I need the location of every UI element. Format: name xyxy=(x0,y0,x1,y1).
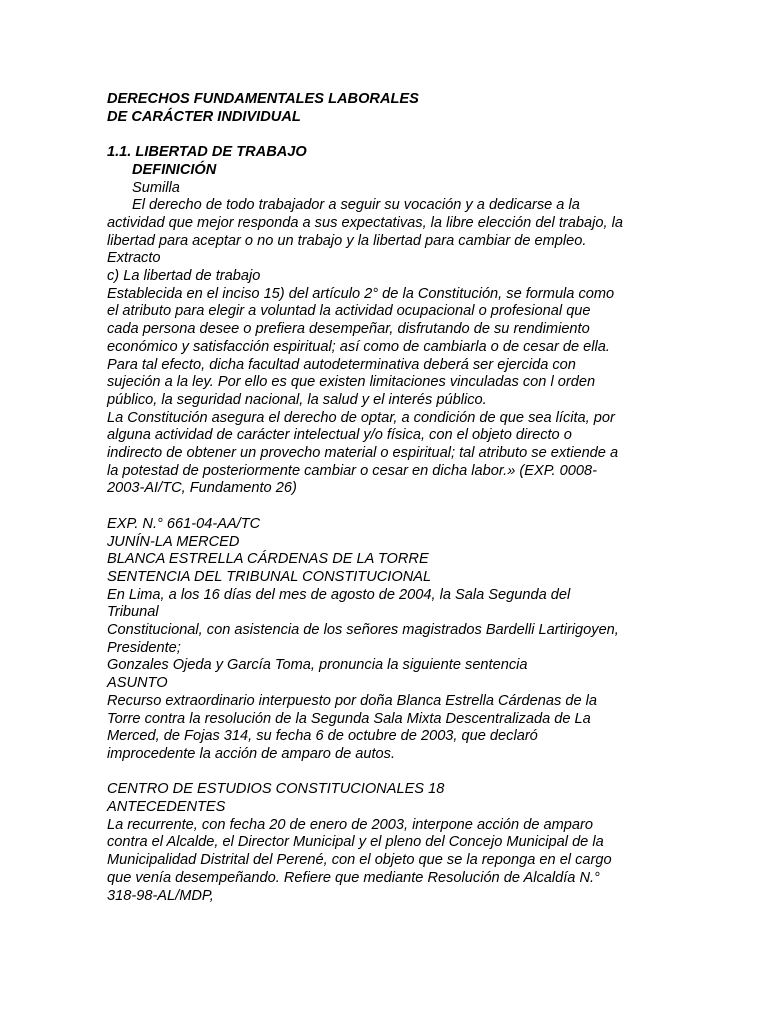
antecedentes-text-line: CENTRO DE ESTUDIOS CONSTITUCIONALES 18 xyxy=(107,781,445,798)
section-heading: 1.1. LIBERTAD DE TRABAJO xyxy=(107,144,307,161)
document-title-line-1: DERECHOS FUNDAMENTALES LABORALES xyxy=(107,91,419,107)
sumilla-label: Sumilla xyxy=(132,179,180,196)
case-header-section xyxy=(107,516,652,764)
extracto-text-line: 2003-AI/TC, Fundamento 26) xyxy=(107,480,297,497)
case-text-line: ASUNTO xyxy=(107,675,168,692)
antecedentes-text-line: contra el Alcalde, el Director Municipal y el pleno del Concejo Municipal de la xyxy=(107,834,604,851)
case-text-line: Recurso extraordinario interpuesto por doña Blanca Estrella Cárdenas de la xyxy=(107,692,597,709)
case-text-line: JUNÍN-LA MERCED xyxy=(107,533,240,550)
antecedentes-text-line: ANTECEDENTES xyxy=(107,799,226,816)
extracto-text-line: c) La libertad de trabajo xyxy=(107,268,261,285)
antecedentes-text-line: La recurrente, con fecha 20 de enero de 2003, interpone acción de amparo xyxy=(107,816,593,833)
sumilla-text-line: actividad que mejor responda a sus expectativas, la libre elección del trabajo, la xyxy=(107,214,623,231)
extracto-text-line: alguna actividad de carácter intelectual y/o física, con el objeto directo o xyxy=(107,427,572,444)
extracto-text-line: económico y satisfacción espiritual; así como de cambiarla o de cesar de ella. xyxy=(107,338,610,355)
sumilla-text-line: El derecho de todo trabajador a seguir su vocación y a dedicarse a la xyxy=(132,197,580,214)
document-page xyxy=(107,91,652,905)
case-text-line: Constitucional, con asistencia de los señores magistrados Bardelli Lartirigoyen, xyxy=(107,622,619,639)
extracto-text-line: La Constitución asegura el derecho de optar, a condición de que sea lícita, por xyxy=(107,409,615,426)
extracto-text-line: indirecto de obtener un provecho material o espiritual; tal atributo se extiende a xyxy=(107,445,619,462)
extracto-text-line: el atributo para elegir a voluntad la actividad ocupacional o profesional que xyxy=(107,303,591,320)
definicion-heading: DEFINICIÓN xyxy=(132,161,217,178)
case-text-line: Tribunal xyxy=(107,604,159,621)
case-text-line: Torre contra la resolución de la Segunda Sala Mixta Descentralizada de La xyxy=(107,710,591,727)
case-text-line: En Lima, a los 16 días del mes de agosto de 2004, la Sala Segunda del xyxy=(107,586,571,603)
extracto-text-line: público, la seguridad nacional, la salud y el interés público. xyxy=(107,391,487,408)
case-text-line: Presidente; xyxy=(107,639,181,656)
document-title-line-2: DE CARÁCTER INDIVIDUAL xyxy=(107,108,301,125)
case-text-line: Merced, de Fojas 314, su fecha 6 de octubre de 2003, que declaró xyxy=(107,728,538,745)
case-text-line: BLANCA ESTRELLA CÁRDENAS DE LA TORRE xyxy=(107,551,429,568)
antecedentes-text-line: que venía desempeñando. Refiere que mediante Resolución de Alcaldía N.° xyxy=(107,869,600,886)
case-text-line: EXP. N.° 661-04-AA/TC xyxy=(107,515,261,532)
case-text-line: Gonzales Ojeda y García Toma, pronuncia la siguiente sentencia xyxy=(107,657,528,674)
extracto-label: Extracto xyxy=(107,250,161,267)
case-text-line: SENTENCIA DEL TRIBUNAL CONSTITUCIONAL xyxy=(107,568,432,585)
blank-line xyxy=(107,498,652,516)
blank-line xyxy=(107,764,652,782)
antecedentes-section xyxy=(107,781,652,905)
antecedentes-text-line: Municipalidad Distrital del Perené, con el objeto que se la reponga en el cargo xyxy=(107,852,612,869)
extracto-text-line: Para tal efecto, dicha facultad autodeterminativa deberá ser ejercida con xyxy=(107,356,576,373)
extracto-text-line: la potestad de posteriormente cambiar o cesar en dicha labor.» (EXP. 0008- xyxy=(107,462,597,479)
extracto-text-line: cada persona desee o prefiera desempeñar, disfrutando de su rendimiento xyxy=(107,321,590,338)
section-libertad-de-trabajo xyxy=(107,144,652,498)
extracto-text-line: sujeción a la ley. Por ello es que existen limitaciones vinculadas con l orden xyxy=(107,374,596,391)
blank-line xyxy=(107,126,652,144)
case-text-line: improcedente la acción de amparo de autos. xyxy=(107,745,395,762)
antecedentes-text-line: 318-98-AL/MDP, xyxy=(107,887,214,904)
extracto-text-line: Establecida en el inciso 15) del artículo 2° de la Constitución, se formula como xyxy=(107,285,615,302)
sumilla-text-line: libertad para aceptar o no un trabajo y la libertad para cambiar de empleo. xyxy=(107,232,587,249)
